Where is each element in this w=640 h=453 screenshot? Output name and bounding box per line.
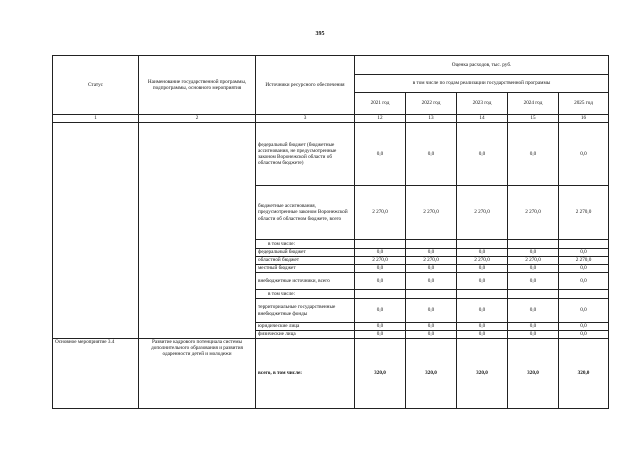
column-number: 2 — [139, 115, 256, 123]
value-cell: 0,0 — [355, 299, 406, 323]
measure-value: 320,0 — [355, 339, 406, 409]
header-source: Источники ресурсного обеспечения — [256, 56, 355, 115]
value-cell: 0,0 — [457, 331, 508, 339]
value-cell: 0,0 — [508, 265, 559, 273]
header-year: 2023 год — [457, 93, 508, 115]
source-cell: бюджетные ассигнования, предусмотренные законом Воронежской области об областном бюджете, всего — [256, 186, 355, 240]
value-cell — [457, 240, 508, 249]
table-row — [53, 123, 609, 186]
value-cell: 0,0 — [559, 273, 609, 290]
header-estimate: Оценка расходов, тыс. руб. — [355, 56, 609, 75]
measure-value: 320,0 — [457, 339, 508, 409]
source-cell: областной бюджет — [256, 257, 355, 265]
value-cell: 0,0 — [508, 331, 559, 339]
value-cell: 0,0 — [559, 249, 609, 257]
measure-value: 320,0 — [559, 339, 609, 409]
header-year: 2024 год — [508, 93, 559, 115]
value-cell: 2 270,0 — [355, 186, 406, 240]
measure-row — [53, 339, 609, 409]
measure-value: 320,0 — [508, 339, 559, 409]
source-cell: федеральный бюджет (бюджетные ассигнования, не предусмотренные законом Воронежской области об областном бюджете) — [256, 123, 355, 186]
value-cell: 0,0 — [457, 123, 508, 186]
column-number: 12 — [355, 115, 406, 123]
header-status: Статус — [53, 56, 139, 115]
value-cell: 0,0 — [559, 331, 609, 339]
value-cell: 2 270,0 — [508, 186, 559, 240]
value-cell: 0,0 — [406, 299, 457, 323]
column-number: 15 — [508, 115, 559, 123]
value-cell: 0,0 — [355, 123, 406, 186]
value-cell: 0,0 — [457, 249, 508, 257]
value-cell: 0,0 — [457, 273, 508, 290]
header-year: 2021 год — [355, 93, 406, 115]
value-cell — [559, 290, 609, 299]
value-cell — [508, 240, 559, 249]
header-year: 2022 год — [406, 93, 457, 115]
value-cell — [406, 240, 457, 249]
column-number: 3 — [256, 115, 355, 123]
header-by-years: в том числе по годам реализации государственной программы — [355, 75, 609, 93]
value-cell: 0,0 — [406, 273, 457, 290]
source-cell: юридические лица — [256, 323, 355, 331]
value-cell: 2 270,0 — [406, 257, 457, 265]
measure-status: Основное мероприятие 3.4 — [53, 339, 139, 409]
value-cell — [559, 240, 609, 249]
value-cell: 0,0 — [355, 249, 406, 257]
value-cell: 0,0 — [559, 123, 609, 186]
value-cell: 0,0 — [355, 265, 406, 273]
value-cell: 0,0 — [406, 249, 457, 257]
value-cell: 0,0 — [355, 331, 406, 339]
value-cell: 0,0 — [406, 123, 457, 186]
value-cell: 0,0 — [508, 249, 559, 257]
value-cell: 0,0 — [406, 331, 457, 339]
header-year: 2025 год — [559, 93, 609, 115]
column-number: 1 — [53, 115, 139, 123]
value-cell: 2 270,0 — [406, 186, 457, 240]
column-number: 14 — [457, 115, 508, 123]
source-cell: в том числе: — [256, 290, 355, 299]
measure-name: Развитие кадрового потенциала системы дополнительного образования и развития одаренности детей и молодежи — [139, 339, 256, 409]
value-cell: 0,0 — [508, 123, 559, 186]
value-cell: 2 270,0 — [457, 186, 508, 240]
column-number: 13 — [406, 115, 457, 123]
value-cell: 0,0 — [355, 273, 406, 290]
value-cell: 0,0 — [457, 299, 508, 323]
measure-value: 320,0 — [406, 339, 457, 409]
value-cell: 2 270,0 — [559, 257, 609, 265]
value-cell: 0,0 — [508, 299, 559, 323]
value-cell — [355, 240, 406, 249]
value-cell: 0,0 — [355, 323, 406, 331]
source-cell: физические лица — [256, 331, 355, 339]
source-cell: территориальные государственные внебюджетные фонды — [256, 299, 355, 323]
value-cell: 0,0 — [559, 323, 609, 331]
value-cell: 0,0 — [406, 323, 457, 331]
source-cell: внебюджетные источники, всего — [256, 273, 355, 290]
source-cell: в том числе: — [256, 240, 355, 249]
value-cell: 0,0 — [457, 265, 508, 273]
value-cell: 2 270,0 — [355, 257, 406, 265]
value-cell: 2 270,0 — [457, 257, 508, 265]
column-number-row — [53, 115, 609, 123]
value-cell: 0,0 — [559, 265, 609, 273]
value-cell — [508, 290, 559, 299]
value-cell: 0,0 — [457, 323, 508, 331]
status-cell-empty — [53, 123, 139, 339]
value-cell: 2 270,0 — [559, 186, 609, 240]
page-number: 395 — [315, 31, 325, 37]
value-cell: 0,0 — [508, 273, 559, 290]
value-cell: 0,0 — [559, 299, 609, 323]
source-cell: федеральный бюджет — [256, 249, 355, 257]
column-number: 16 — [559, 115, 609, 123]
measure-source: всего, в том числе: — [256, 339, 355, 409]
budget-table — [52, 55, 609, 409]
header-name: Наименование государственной программы, подпрограммы, основного мероприятия — [139, 56, 256, 115]
source-cell: местный бюджет — [256, 265, 355, 273]
value-cell: 0,0 — [508, 323, 559, 331]
header-row-1 — [53, 56, 609, 75]
value-cell — [406, 290, 457, 299]
name-cell-empty — [139, 123, 256, 339]
value-cell: 2 270,0 — [508, 257, 559, 265]
value-cell — [355, 290, 406, 299]
value-cell — [457, 290, 508, 299]
value-cell: 0,0 — [406, 265, 457, 273]
